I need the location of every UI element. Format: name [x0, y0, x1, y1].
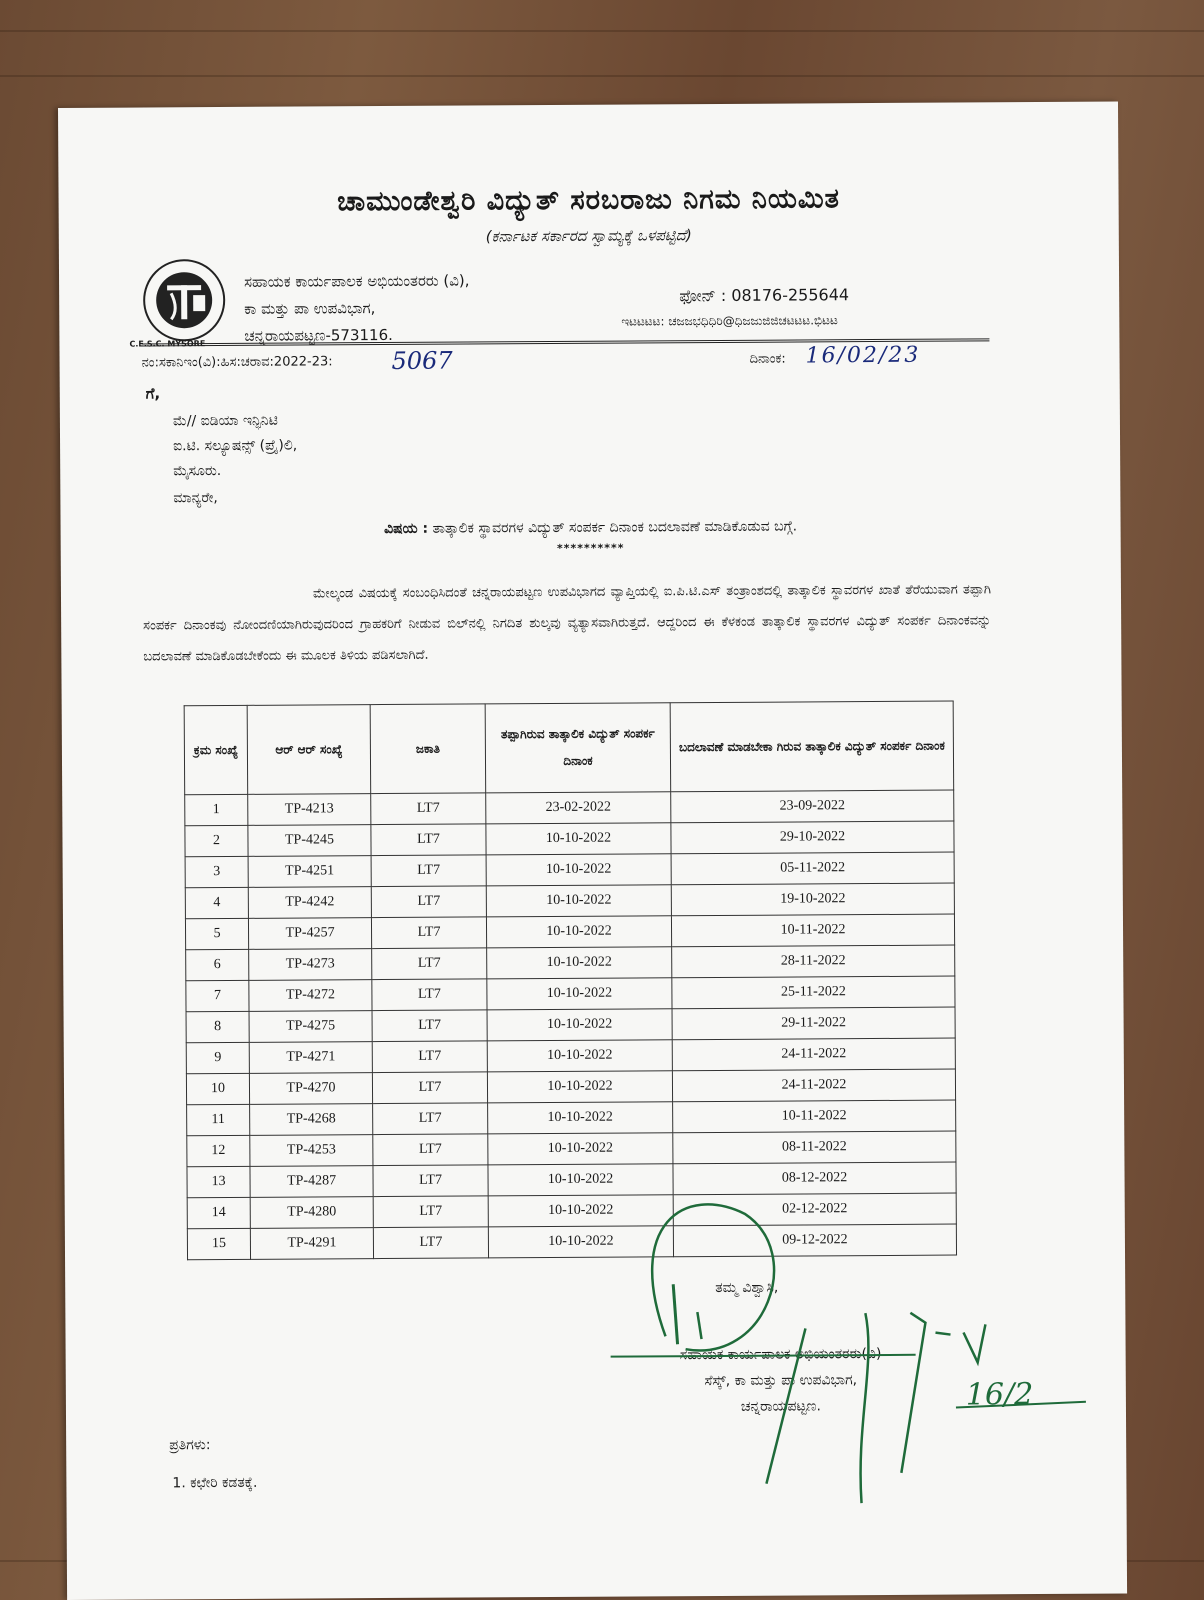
cell-wrong-date: 10-10-2022	[487, 978, 672, 1010]
cell-rr-number: TP-4280	[250, 1197, 373, 1229]
cell-serial: 5	[185, 918, 248, 949]
cell-rr-number: TP-4273	[249, 949, 372, 981]
cell-serial: 12	[187, 1135, 250, 1166]
cell-tariff: LT7	[373, 1227, 488, 1259]
cell-tariff: LT7	[372, 979, 487, 1011]
logo-caption: C.E.S.C. MYSORE	[129, 339, 206, 349]
cell-wrong-date: 10-10-2022	[488, 1164, 673, 1196]
cell-rr-number: TP-4270	[249, 1073, 372, 1105]
cell-rr-number: TP-4253	[250, 1135, 373, 1167]
col-header-correct-date: ಬದಲಾವಣೆ ಮಾಡಬೇಕಾ ಗಿರುವ ತಾತ್ಕಾಲಿಕ ವಿದ್ಯುತ್ ಸಂಪರ್ಕ ದಿನಾಂಕ	[670, 701, 954, 792]
cesc-logo	[141, 257, 228, 344]
cell-tariff: LT7	[371, 855, 486, 887]
copies-heading: ಪ್ರತಿಗಳು:	[169, 1437, 211, 1454]
recipient-address	[173, 409, 298, 485]
office-line: ಸಹಾಯಕ ಕಾರ್ಯಪಾಲಕ ಅಭಿಯಂತರರು (ವಿ),	[244, 271, 470, 291]
table-row	[187, 1131, 956, 1167]
subject-label: ವಿಷಯ :	[384, 520, 429, 538]
table-row	[187, 1193, 956, 1229]
cell-rr-number: TP-4287	[250, 1166, 373, 1198]
closing: ತಮ್ಮ ವಿಶ್ವಾಸಿ,	[715, 1279, 779, 1297]
recipient-line: ಐ.ಟಿ. ಸಲ್ಯೂಷನ್ಸ್ (ಪ್ರೈ)ಲಿ,	[173, 437, 298, 455]
cell-wrong-date: 23-02-2022	[486, 792, 671, 824]
cell-serial: 2	[185, 825, 248, 856]
email-address: ಇಟಟಟಟ: ಚಜಜಭಧಿಧಿರಿ@ಧಿಜಜುಜಿಜಿಚಟಟಟ.ಭಿಟಟ	[621, 313, 838, 329]
cell-rr-number: TP-4272	[249, 980, 372, 1012]
table-row	[186, 1007, 955, 1043]
cell-wrong-date: 10-10-2022	[486, 854, 671, 886]
cell-correct-date: 19-10-2022	[671, 883, 954, 916]
cell-rr-number: TP-4275	[249, 1011, 372, 1043]
cell-wrong-date: 10-10-2022	[488, 1195, 673, 1227]
cell-serial: 10	[186, 1073, 249, 1104]
cell-correct-date: 08-12-2022	[673, 1162, 956, 1195]
cell-wrong-date: 10-10-2022	[488, 1102, 673, 1134]
col-header-tariff: ಜಕಾತಿ	[370, 704, 486, 794]
cell-tariff: LT7	[372, 1072, 487, 1104]
cell-serial: 13	[187, 1166, 250, 1197]
cell-tariff: LT7	[372, 1010, 487, 1042]
signatory-designation	[626, 1341, 936, 1421]
cell-wrong-date: 10-10-2022	[488, 1133, 673, 1165]
cell-serial: 6	[186, 949, 249, 980]
table-row	[185, 914, 954, 950]
cell-rr-number: TP-4291	[250, 1228, 373, 1260]
salutation: ಮಾನ್ಯರೇ,	[173, 490, 218, 507]
table-row	[186, 945, 955, 981]
table-row	[185, 852, 954, 888]
cell-wrong-date: 10-10-2022	[486, 823, 671, 855]
cell-wrong-date: 10-10-2022	[486, 916, 671, 948]
cell-serial: 4	[185, 887, 248, 918]
recipient-to: ಗೆ,	[145, 384, 161, 403]
cell-correct-date: 05-11-2022	[671, 852, 954, 885]
handwritten-note: 16/2	[965, 1377, 1034, 1413]
subject-line	[61, 517, 1121, 539]
signatory-line: ಚನ್ನರಾಯಪಟ್ಟಣ.	[740, 1398, 822, 1415]
signatory-line: ಸೆಸ್ಕ್, ಕಾ ಮತ್ತು ಪಾ ಉಪವಿಭಾಗ,	[704, 1372, 858, 1390]
col-header-rr-number: ಆರ್ ಆರ್ ಸಂಖ್ಯೆ	[247, 705, 371, 795]
org-name: ಚಾಮುಂಡೇಶ್ವರಿ ವಿದ್ಯುತ್ ಸರಬರಾಜು ನಿಗಮ ನಿಯಮಿತ	[337, 183, 841, 218]
cell-wrong-date: 10-10-2022	[487, 1009, 672, 1041]
office-address	[244, 267, 470, 349]
cell-serial: 11	[187, 1104, 250, 1135]
cell-correct-date: 29-11-2022	[672, 1007, 955, 1040]
table-row	[187, 1100, 956, 1136]
cell-wrong-date: 10-10-2022	[487, 1040, 672, 1072]
date-handwritten: 16/02/23	[805, 342, 921, 369]
reference-number-handwritten: 5067	[391, 346, 453, 375]
table-row	[185, 821, 954, 857]
cell-wrong-date: 10-10-2022	[486, 885, 671, 917]
cell-tariff: LT7	[371, 917, 486, 949]
office-line: ಕಾ ಮತ್ತು ಪಾ ಉಪವಿಭಾಗ,	[244, 299, 376, 318]
cell-serial: 8	[186, 1011, 249, 1042]
cell-rr-number: TP-4242	[248, 887, 371, 919]
table-row	[187, 1162, 956, 1198]
cell-correct-date: 10-11-2022	[673, 1100, 956, 1133]
col-header-wrong-date: ತಪ್ಪಾಗಿರುವ ತಾತ್ಕಾಲಿಕ ವಿದ್ಯುತ್ ಸಂಪರ್ಕ ದಿನಾಂಕ	[485, 703, 671, 793]
table-row	[186, 976, 955, 1012]
cell-correct-date: 25-11-2022	[672, 976, 955, 1009]
cell-tariff: LT7	[372, 948, 487, 980]
cell-tariff: LT7	[373, 1165, 488, 1197]
cell-rr-number: TP-4268	[250, 1104, 373, 1136]
subject-text: ತಾತ್ಕಾಲಿಕ ಸ್ಥಾವರಗಳ ವಿದ್ಯುತ್ ಸಂಪರ್ಕ ದಿನಾಂಕ ಬದಲಾವಣೆ ಮಾಡಿಕೊಡುವ ಬಗ್ಗೆ.	[432, 518, 798, 537]
cell-tariff: LT7	[371, 793, 486, 825]
cell-serial: 9	[186, 1042, 249, 1073]
phone-number: ಫೋನ್ : 08176-255644	[679, 285, 850, 306]
cell-rr-number: TP-4271	[249, 1042, 372, 1074]
col-header-serial: ಕ್ರಮ ಸಂಖ್ಯೆ	[184, 705, 248, 794]
cell-rr-number: TP-4245	[248, 825, 371, 857]
recipient-line: ಮೈಸೂರು.	[173, 463, 222, 480]
copies-item: 1. ಕಛೇರಿ ಕಡತಕ್ಕೆ.	[172, 1474, 258, 1492]
table-row	[187, 1224, 956, 1260]
cell-correct-date: 29-10-2022	[671, 821, 954, 854]
cell-tariff: LT7	[372, 1041, 487, 1073]
cell-correct-date: 09-12-2022	[673, 1224, 956, 1257]
body-paragraph: ಮೇಲ್ಕಂಡ ವಿಷಯಕ್ಕೆ ಸಂಬಂಧಿಸಿದಂತೆ ಚನ್ನರಾಯಪಟ್ಟಣ ಉಪವಿಭಾಗದ ವ್ಯಾಪ್ತಿಯಲ್ಲಿ ಐ.ಪಿ.ಟಿ.ಎಸ್ ತಂತ್ರಾಂಶದಲ್ಲಿ ತಾತ್ಕಾಲಿಕ ಸ್ಥಾವರಗಳ ಖಾತೆ ತೆರೆಯುವಾಗ ತಪ್ಪಾಗಿ ಸಂಪರ್ಕ ದಿನಾಂಕವು ನೋಂದಣಿಯಾಗಿರುವುದರಿಂದ ಗ್ರಾಹಕರಿಗೆ ನೀಡುವ ಬಿಲ್‌ನಲ್ಲಿ ನಿಗದಿತ ಶುಲ್ಕವು ವ್ಯತ್ಯಾಸವಾಗಿರುತ್ತದೆ. ಆದ್ದರಿಂದ ಈ ಕೆಳಕಂಡ ತಾತ್ಕಾಲಿಕ ಸ್ಥಾವರಗಳ ವಿದ್ಯುತ್ ಸಂಪರ್ಕ ದಿನಾಂಕವನ್ನು ಬದಲಾವಣೆ ಮಾಡಿಕೊಡಬೇಕೆಂದು ಈ ಮೂಲಕ ತಿಳಿಯ ಪಡಿಸಲಾಗಿದೆ.	[143, 582, 992, 665]
cell-tariff: LT7	[373, 1134, 488, 1166]
cell-tariff: LT7	[373, 1103, 488, 1135]
subject-separator: **********	[556, 541, 625, 555]
table-header-row	[184, 701, 954, 795]
cell-correct-date: 24-11-2022	[672, 1069, 955, 1102]
cell-wrong-date: 10-10-2022	[488, 1226, 673, 1258]
cell-serial: 7	[186, 980, 249, 1011]
cell-serial: 1	[185, 794, 248, 825]
cell-tariff: LT7	[371, 824, 486, 856]
cell-tariff: LT7	[371, 886, 486, 918]
connection-date-table	[184, 701, 957, 1261]
cell-serial: 3	[185, 856, 248, 887]
cell-serial: 15	[187, 1228, 250, 1259]
office-line: ಚನ್ನರಾಯಪಟ್ಟಣ-573116.	[244, 325, 393, 345]
cell-rr-number: TP-4213	[248, 794, 371, 826]
recipient-line: ಮೆ// ಐಡಿಯಾ ಇನ್ಫಿನಿಟಿ	[172, 412, 278, 430]
org-subtitle: (ಕರ್ನಾಟಕ ಸರ್ಕಾರದ ಸ್ವಾಮ್ಯಕ್ಕೆ ಒಳಪಟ್ಟಿದೆ)	[485, 226, 692, 246]
table-row	[186, 1038, 955, 1074]
cell-tariff: LT7	[373, 1196, 488, 1228]
cell-correct-date: 28-11-2022	[672, 945, 955, 978]
table-row	[185, 883, 954, 919]
cell-serial: 14	[187, 1197, 250, 1228]
cell-wrong-date: 10-10-2022	[487, 1071, 672, 1103]
date-label: ದಿನಾಂಕ:	[749, 351, 786, 367]
cell-rr-number: TP-4257	[248, 918, 371, 950]
signatory-line: ಸಹಾಯಕ ಕಾರ್ಯಪಾಲಕ ಅಭಿಯಂತರರು(ವಿ)	[679, 1345, 882, 1364]
cell-correct-date: 23-09-2022	[671, 790, 954, 823]
cell-correct-date: 24-11-2022	[672, 1038, 955, 1071]
table-row	[185, 790, 954, 826]
cell-rr-number: TP-4251	[248, 856, 371, 888]
reference-number: ನಂ:ಸಕಾನಿಇಂ(ವಿ):ಹಿಸ:ಚರಾವ:2022-23:	[141, 354, 333, 371]
cell-correct-date: 08-11-2022	[673, 1131, 956, 1164]
cell-wrong-date: 10-10-2022	[487, 947, 672, 979]
letter-page	[58, 102, 1127, 1600]
cell-correct-date: 02-12-2022	[673, 1193, 956, 1226]
cell-correct-date: 10-11-2022	[671, 914, 954, 947]
table-row	[186, 1069, 955, 1105]
